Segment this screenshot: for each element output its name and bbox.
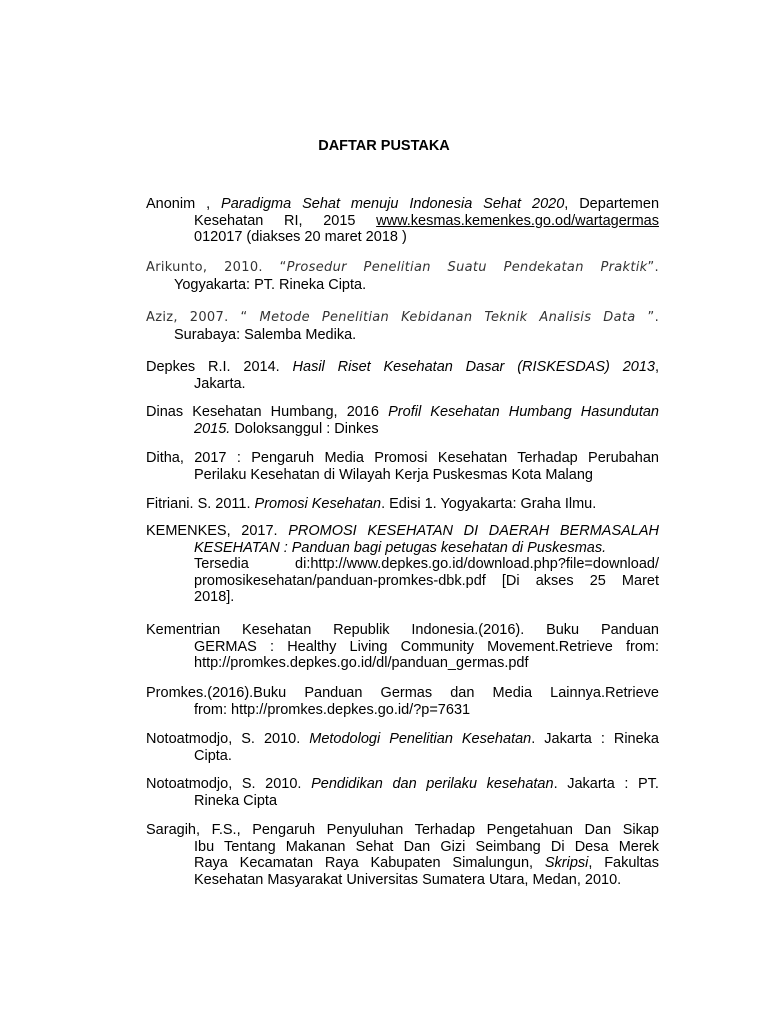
reference-arikunto: Arikunto, 2010. “Prosedur Penelitian Suatu Pendekatan Praktik”. Yogyakarta: PT. Rineka Cipta. — [146, 260, 659, 293]
reference-notoatmodjo-1: Notoatmodjo, S. 2010. Metodologi Penelitian Kesehatan. Jakarta : Rineka Cipta. — [146, 731, 659, 764]
reference-promkes: Promkes.(2016).Buku Panduan Germas dan Media Lainnya.Retrieve from: http://promkes.depkes.go.id/?p=7631 — [146, 685, 659, 718]
germas-link[interactable]: http://promkes.depkes.go.id/dl/panduan_germas.pdf — [194, 655, 529, 671]
reference-ditha: Ditha, 2017 : Pengaruh Media Promosi Kesehatan Terhadap Perubahan Perilaku Kesehatan di Wilayah Kerja Puskesmas Kota Malang — [146, 450, 659, 483]
reference-anonim: Anonim , Paradigma Sehat menuju Indonesia Sehat 2020, Departemen Kesehatan RI, 2015 www.kesmas.kemenkes.go.od/wartagermas 012017 (diakses 20 maret 2018 ) — [146, 196, 660, 245]
reference-kementrian: Kementrian Kesehatan Republik Indonesia.(2016). Buku Panduan GERMAS : Healthy Living Community Movement.Retrieve from: http://promkes.depkes.go.id/dl/panduan_germas.pdf — [146, 622, 659, 671]
reference-saragih: Saragih, F.S., Pengaruh Penyuluhan Terhadap Pengetahuan Dan Sikap Ibu Tentang Makanan Sehat Dan Gizi Seimbang Di Desa Merek Raya Kecamatan Raya Kabupaten Simalungun, Skripsi, Fakultas Kesehatan Masyarakat Universitas Sumatera Utara, Medan, 2010. — [146, 822, 659, 888]
reference-dinas: Dinas Kesehatan Humbang, 2016 Profil Kesehatan Humbang Hasundutan 2015. Doloksanggul : Dinkes — [146, 404, 659, 437]
reference-depkes: Depkes R.I. 2014. Hasil Riset Kesehatan Dasar (RISKESDAS) 2013, Jakarta. — [146, 359, 659, 392]
reference-notoatmodjo-2: Notoatmodjo, S. 2010. Pendidikan dan perilaku kesehatan. Jakarta : PT. Rineka Cipta — [146, 776, 659, 809]
reference-aziz: Aziz, 2007. “ Metode Penelitian Kebidanan Teknik Analisis Data ”. Surabaya: Salemba Medika. — [146, 310, 659, 343]
reference-fitriani: Fitriani. S. 2011. Promosi Kesehatan. Edisi 1. Yogyakarta: Graha Ilmu. — [146, 496, 597, 512]
reference-kemenkes: KEMENKES, 2017. PROMOSI KESEHATAN DI DAERAH BERMASALAH KESEHATAN : Panduan bagi petugas kesehatan di Puskesmas. Tersedia di:http://www.depkes.go.id/download.php?file=download/ promosikesehatan/panduan-promkes-dbk.pdf [Di akses 25 Maret 2018]. — [146, 523, 660, 605]
page-title: DAFTAR PUSTAKA — [318, 138, 450, 154]
promkes-link[interactable]: from: http://promkes.depkes.go.id/?p=7631 — [194, 701, 471, 718]
kesmas-link[interactable]: www.kesmas.kemenkes.go.od/wartagermas — [376, 212, 659, 229]
